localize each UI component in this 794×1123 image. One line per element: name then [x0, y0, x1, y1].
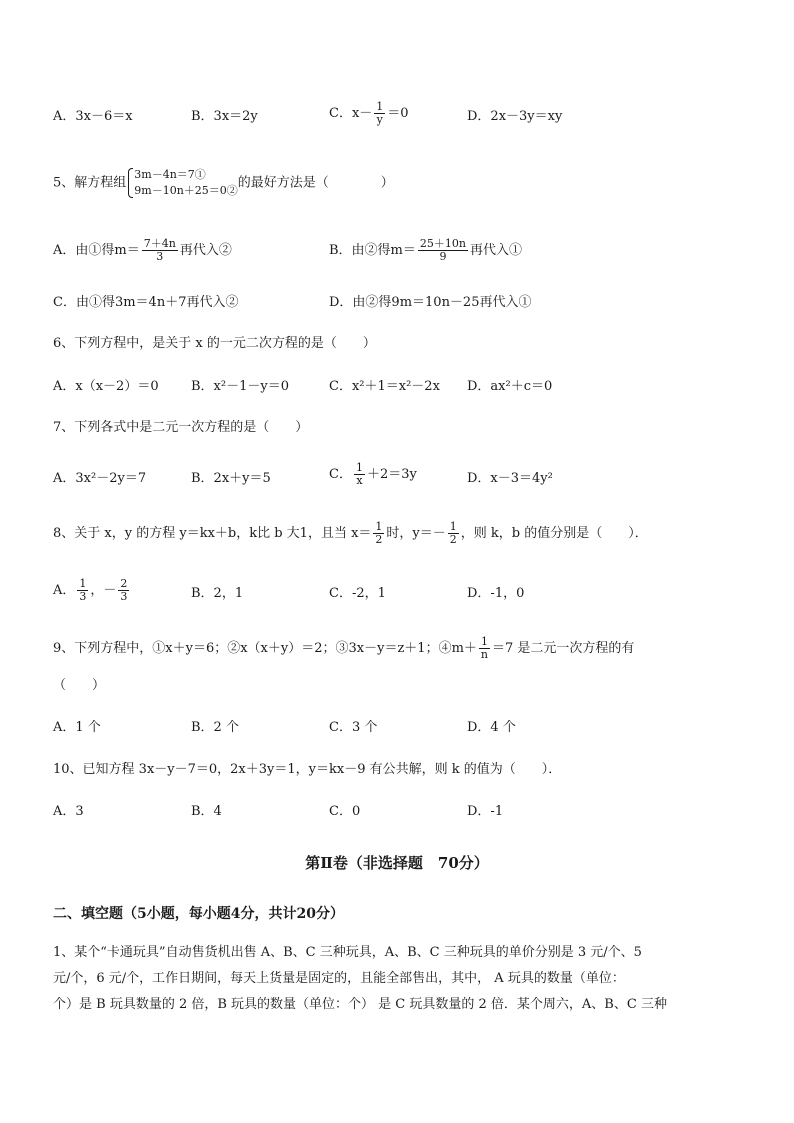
q8-a-f2-denominator: 3	[120, 590, 128, 603]
q10-option-a: A．3	[53, 804, 84, 819]
q8-a-fraction-1	[77, 578, 88, 603]
q5-equation-system	[126, 167, 238, 199]
q9-option-c: C．3 个	[329, 720, 378, 735]
q6-stem: 6、下列方程中，是关于 x 的一元二次方程的是（ ）	[53, 336, 376, 351]
q5-a-denominator: 3	[156, 250, 164, 263]
q5-stem-prefix: 5、解方程组	[53, 175, 127, 191]
q9-stem-line2: （ ）	[53, 678, 106, 693]
q5-option-d: D．由②得9m＝10n－25再代入①	[329, 295, 532, 310]
q7-c-fraction	[354, 462, 365, 487]
q9-stem-prefix: 9、下列方程中，①x＋y＝6；②x（x＋y）＝2；③3x－y＝z＋1；④m＋	[53, 641, 477, 656]
q4-c-suffix: ＝0	[387, 106, 409, 121]
q8-a-f1-denominator: 3	[79, 590, 87, 603]
q5-option-b	[329, 238, 522, 263]
q6-option-c: C．x²＋1＝x²－2x	[329, 379, 440, 394]
q5-b-fraction	[418, 238, 468, 263]
q8-a-f1-numerator: 1	[79, 577, 87, 590]
q7-c-suffix: ＋2＝3y	[366, 467, 417, 482]
q8-a-middle: ，－	[90, 583, 117, 598]
q9-numerator: 1	[479, 636, 490, 649]
q7-option-d: D．x－3＝4y²	[467, 471, 553, 486]
fill1-line2: 元/个，6 元/个，工作日期间，每天上货量是固定的，且能全部售出，其中， A 玩具的数量（单位：	[53, 971, 625, 986]
q9-option-a: A．1 个	[53, 720, 101, 735]
q8-stem-prefix: 8、关于 x，y 的方程 y＝kx＋b，k比 b 大1，且当 x＝	[53, 526, 372, 541]
q6-option-d: D．ax²＋c＝0	[467, 379, 553, 394]
q8-f1-denominator: 2	[375, 533, 383, 546]
q4-option-a: A．3x－6＝x	[53, 109, 133, 124]
q7-option-a: A．3x²－2y＝7	[53, 471, 147, 486]
q4-c-numerator: 1	[376, 100, 384, 113]
section2-title: 二、填空题（5小题，每小题4分，共计20分）	[53, 906, 344, 922]
q9-stem-suffix: ＝7 是二元一次方程的有	[491, 641, 635, 656]
q8-option-d: D．-1，0	[467, 586, 525, 601]
q8-f1-numerator: 1	[375, 520, 383, 533]
q5-option-a	[53, 238, 232, 263]
q8-stem-middle: 时，y＝－	[386, 526, 446, 541]
q5-b-suffix: 再代入①	[469, 243, 522, 258]
q9-denominator: n	[480, 648, 488, 661]
q10-option-c: C．0	[329, 804, 361, 819]
q8-option-b: B．2，1	[191, 586, 244, 601]
q9-stem	[53, 636, 634, 661]
q8-fraction-2	[448, 521, 459, 546]
q8-a-fraction-2	[118, 578, 129, 603]
q7-option-c	[329, 462, 417, 487]
fill1-question	[53, 940, 743, 1018]
q5-equation-2: 9m－10n＋25＝0②	[134, 184, 238, 197]
q5-a-suffix: 再代入②	[179, 243, 232, 258]
q4-c-fraction	[374, 101, 385, 126]
q5-a-fraction	[142, 238, 178, 263]
q7-c-denominator: x	[356, 474, 363, 487]
q7-c-prefix: C．	[329, 467, 352, 482]
q5-b-numerator: 25＋10n	[419, 237, 466, 250]
q5-b-prefix: B．由②得m＝	[329, 243, 416, 258]
q5-option-c: C．由①得3m＝4n＋7再代入②	[53, 295, 239, 310]
q8-stem-suffix: ，则 k，b 的值分别是（ ）．	[460, 526, 648, 541]
part2-title: 第Ⅱ卷（非选择题 70分）	[305, 854, 489, 872]
q8-fraction-1	[373, 521, 384, 546]
q6-option-b: B．x²－1－y＝0	[191, 379, 289, 394]
q8-a-f2-numerator: 2	[120, 577, 128, 590]
q9-fraction	[479, 636, 490, 661]
q4-option-d: D．2x－3y＝xy	[467, 109, 563, 124]
q10-option-b: B．4	[191, 804, 222, 819]
q8-option-c: C．-2，1	[329, 586, 386, 601]
q4-c-denominator: y	[376, 113, 383, 126]
q5-a-numerator: 7＋4n	[143, 237, 176, 250]
q5-a-prefix: A．由①得m＝	[53, 243, 140, 258]
q8-f2-numerator: 1	[449, 520, 457, 533]
q5-equation-1: 3m－4n＝7①	[134, 168, 206, 181]
q8-f2-denominator: 2	[449, 533, 457, 546]
q8-a-prefix: A．	[53, 583, 76, 598]
fill1-line3: 个）是 B 玩具数量的 2 倍，B 玩具的数量（单位：个） 是 C 玩具数量的 2 倍．某个周六，A、B、C 三种	[53, 997, 667, 1012]
q7-stem: 7、下列各式中是二元一次方程的是（ ）	[53, 420, 309, 435]
q9-option-d: D．4 个	[467, 720, 516, 735]
fill1-line1: 1、某个“卡通玩具”自动售货机出售 A、B、C 三种玩具，A、B、C 三种玩具的单价分别是 3 元/个、5	[53, 945, 642, 960]
q10-option-d: D．-1	[467, 804, 504, 819]
q8-stem	[53, 521, 648, 546]
q4-c-prefix: C．x－	[329, 106, 373, 121]
q6-option-a: A．x（x－2）＝0	[53, 379, 159, 394]
q5-stem-suffix: 的最好方法是（ ）	[237, 175, 394, 191]
q4-option-c	[329, 101, 409, 126]
q5-stem	[53, 167, 394, 199]
q8-option-a	[53, 578, 131, 603]
q7-option-b: B．2x＋y＝5	[191, 471, 271, 486]
q4-option-b: B．3x＝2y	[191, 109, 258, 124]
q7-c-numerator: 1	[355, 461, 363, 474]
q9-option-b: B．2 个	[191, 720, 239, 735]
q5-b-denominator: 9	[439, 250, 447, 263]
q10-stem: 10、已知方程 3x－y－7＝0，2x＋3y＝1，y＝kx－9 有公共解，则 k 的值为（ ）．	[53, 762, 562, 777]
